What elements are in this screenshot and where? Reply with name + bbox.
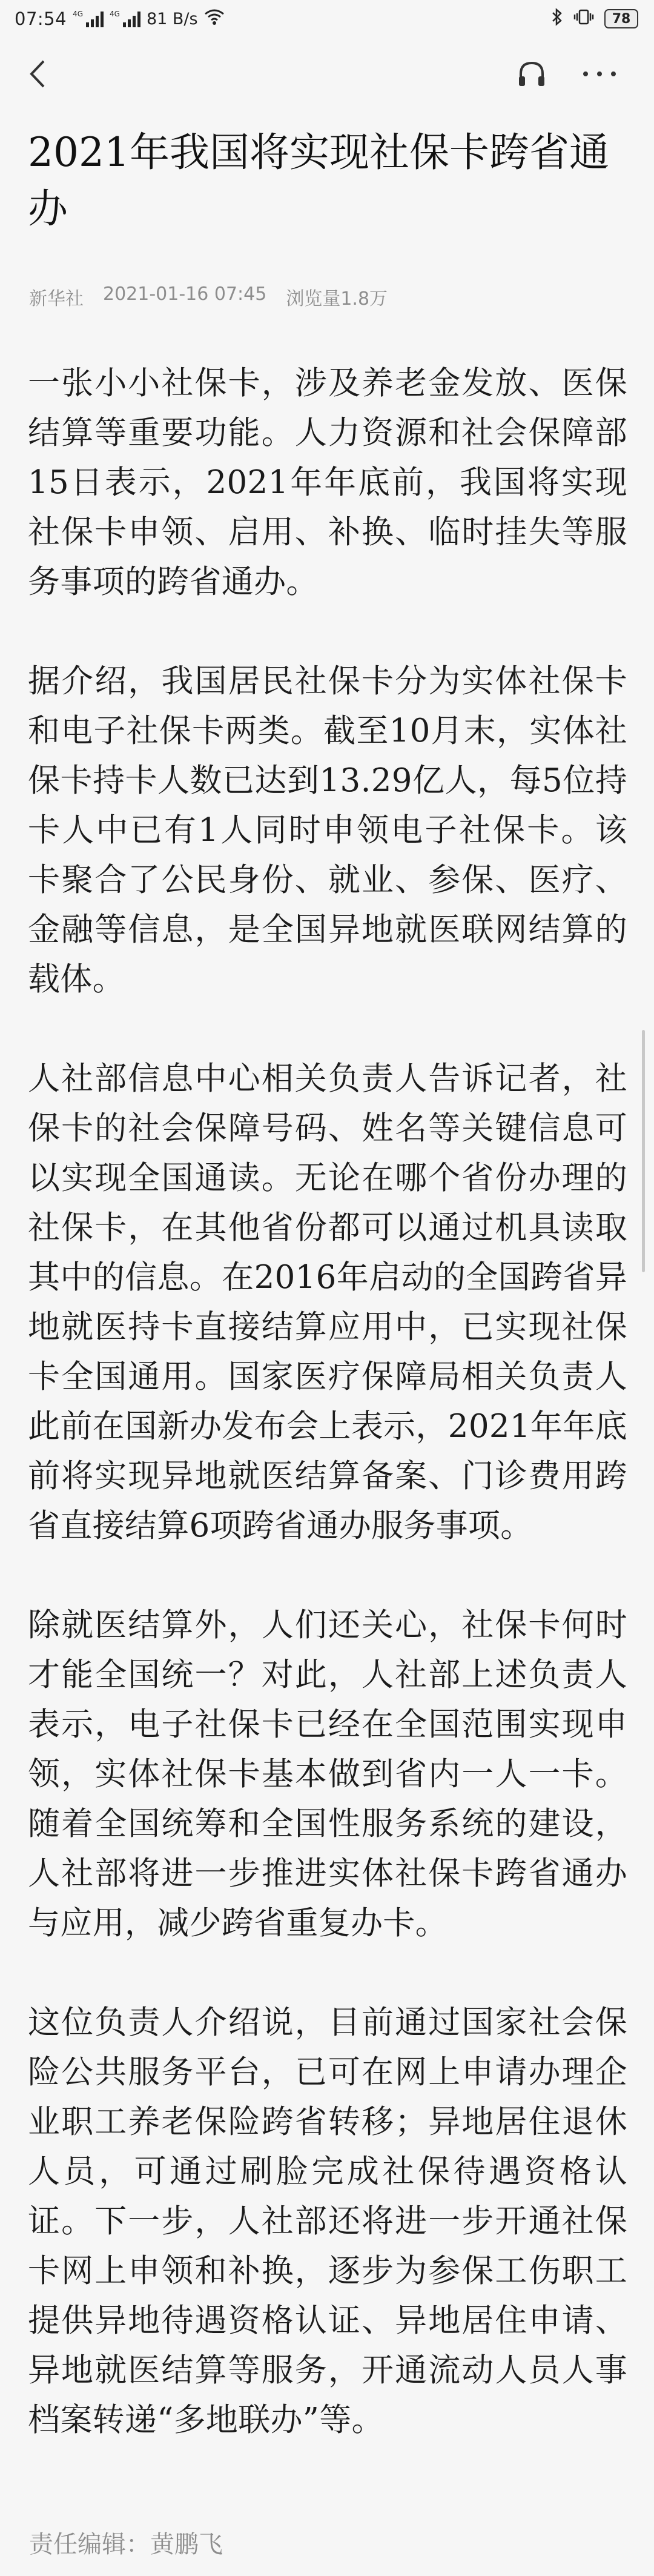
app-bar — [0, 38, 654, 109]
bluetooth-icon — [551, 8, 563, 30]
article-datetime: 2021-01-16 07:45 — [103, 284, 267, 305]
article-paragraph: 除就医结算外，人们还关心，社保卡何时才能全国统一？对此，人社部上述负责人表示，电子社保卡已经在全国范围实现申领，实体社保卡基本做到省内一人一卡。随着全国统筹和全国性服务系统的建设，人社部将进一步推进实体社保卡跨省通办与应用，减少跨省重复办卡。 — [28, 1607, 627, 1942]
back-chevron-icon — [27, 59, 48, 89]
article-views: 浏览量1.8万 — [286, 288, 388, 310]
scrollbar[interactable] — [642, 1030, 645, 1272]
cellular-signal-icon — [110, 10, 140, 27]
signal-tag: 4G — [73, 10, 84, 18]
article-paragraph: 人社部信息中心相关负责人告诉记者，社保卡的社会保障号码、姓名等关键信息可以实现全国通读。无论在哪个省份办理的社保卡，在其他省份都可以通过机具读取其中的信息。在2016年启动的全国跨省异地就医持卡直接结算应用中，已实现社保卡全国通用。国家医疗保障局相关负责人此前在国新办发布会上表示，2021年年底前将实现异地就医结算备案、门诊费用跨省直接结算6项跨省通办服务事项。 — [28, 1060, 627, 1544]
status-left — [15, 8, 225, 30]
listen-audio-button[interactable] — [512, 55, 551, 93]
article-paragraph: 据介绍，我国居民社保卡分为实体社保卡和电子社保卡两类。截至10月末，实体社保卡持卡人数已达到13.29亿人，每5位持卡人中已有1人同时申领电子社保卡。该卡聚合了公民身份、就业、参保、医疗、金融等信息，是全国异地就医联网结算的载体。 — [28, 663, 627, 998]
article-paragraph: 这位负责人介绍说，目前通过国家社会保险公共服务平台，已可在网上申请办理企业职工养老保险跨省转移；异地居住退休人员，可通过刷脸完成社保待遇资格认证。下一步，人社部还将进一步开通社保卡网上申领和补换，逐步为参保工伤职工提供异地待遇资格认证、异地居住申请、异地就医结算等服务，开通流动人员人事档案转递“多地联办”等。 — [28, 2004, 627, 2438]
signal-tag: 4G — [110, 10, 120, 18]
article-title: 2021年我国将实现社保卡跨省通办 — [28, 129, 609, 232]
article-meta — [29, 284, 629, 310]
article-paragraph: 一张小小社保卡，涉及养老金发放、医保结算等重要功能。人力资源和社会保障部15日表示，2021年年底前，我国将实现社保卡申领、启用、补换、临时挂失等服务事项的跨省通办。 — [28, 365, 627, 600]
responsible-editor: 责任编辑：黄鹏飞 — [29, 2531, 223, 2558]
back-button[interactable] — [18, 55, 57, 93]
status-right — [551, 8, 638, 30]
cellular-signal-icon — [73, 10, 104, 27]
article-source: 新华社 — [29, 288, 84, 310]
network-speed: 81 B/s — [146, 9, 198, 28]
more-options-button[interactable] — [574, 55, 625, 93]
article-body — [28, 359, 627, 2445]
status-bar — [0, 0, 654, 38]
battery-indicator: 78 — [604, 9, 638, 28]
more-dots-icon — [581, 69, 618, 79]
status-time: 07:54 — [15, 8, 67, 29]
wifi-icon — [204, 8, 225, 30]
headphones-icon — [516, 58, 547, 90]
vibrate-mode-icon — [573, 8, 595, 30]
